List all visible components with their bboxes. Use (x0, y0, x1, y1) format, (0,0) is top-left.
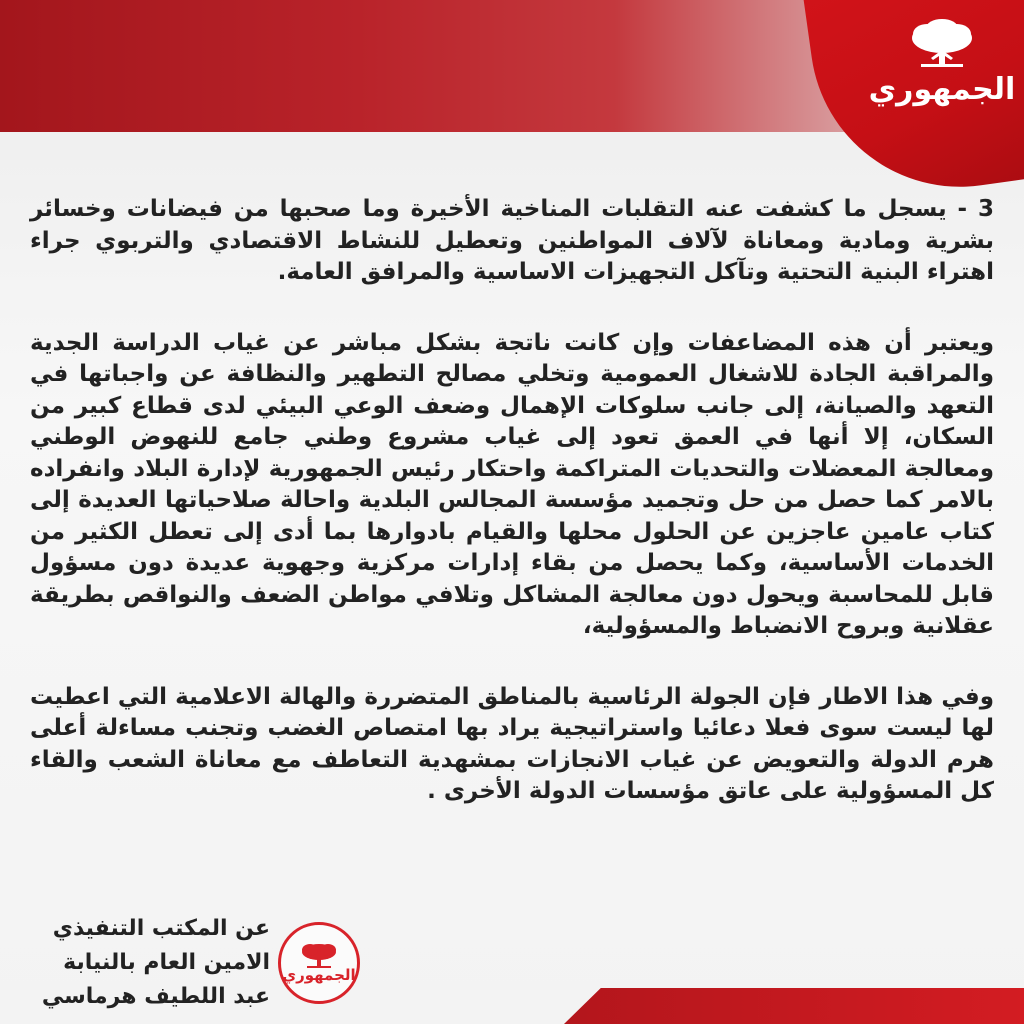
brand-logo (868, 18, 1016, 128)
stamp-tree-icon (299, 942, 339, 968)
statement-body (30, 194, 994, 847)
paragraph-2: ويعتبر أن هذه المضاعفات وإن كانت ناتجة بشكل مباشر عن غياب الدراسة الجدية والمراقبة الجادة للاشغال العمومية وتخلي مصالح التطهير والنظافة عن واجباتها في التعهد والصيانة، إلى جانب سلوكات الإهمال وضعف الوعي البيئي لدى قطاع كبير من السكان، إلا أنها في العمق تعود إلى غياب مشروع وطني جامع للنهوض الوطني ومعالجة المعضلات والتحديات المتراكمة واحتكار رئيس الجمهورية لإدارة البلاد وانفراده بالامر كما حصل من حل وتجميد مؤسسة المجالس البلدية واحالة صلاحياتها العديدة إلى كتاب عامين عاجزين عن الحلول محلها والقيام بادوارها بما أدى إلى تعطل الكثير من الخدمات الأساسية، وكما يحصل من بقاء إدارات مركزية وجهوية عديدة دون مسؤول قابل للمحاسبة ويحول دون معالجة المشاكل وتلافي مواطن الضعف والنواقص بطريقة عقلانية وبروح الانضباط والمسؤولية، (30, 329, 994, 639)
signature-block (30, 912, 270, 1014)
signature-line-title: الامين العام بالنيابة (63, 950, 270, 975)
brand-stamp (278, 922, 360, 1004)
signature-line-office: عن المكتب التنفيذي (52, 916, 270, 941)
paragraph-1: 3 - يسجل ما كشفت عنه التقلبات المناخية الأخيرة وما صحبها من فيضانات وخسائر بشرية ومادية ومعاناة لآلاف المواطنين وتعطيل للنشاط الاقتصادي والتربوي جراء اهتراء البنية التحتية وتآكل التجهيزات الاساسية والمرافق العامة. (30, 196, 994, 285)
stamp-text: الجمهوري (282, 966, 356, 984)
signature-line-name: عبد اللطيف هرماسي (41, 984, 270, 1009)
paragraph-3: وفي هذا الاطار فإن الجولة الرئاسية بالمناطق المتضررة والهالة الاعلامية التي اعطيت لها ليست سوى فعلا دعائيا واستراتيجية يراد بها امتصاص الغضب وتجنب مساءلة أعلى هرم الدولة والتعويض عن غياب الانجازات بمشهدية التعاطف مع معاناة الشعب والقاء كل المسؤولية على عاتق مؤسسات الدولة الأخرى . (30, 683, 994, 804)
tree-icon (907, 18, 977, 70)
logo-text: الجمهوري (868, 72, 1016, 107)
bottom-accent-bar (564, 988, 1024, 1024)
